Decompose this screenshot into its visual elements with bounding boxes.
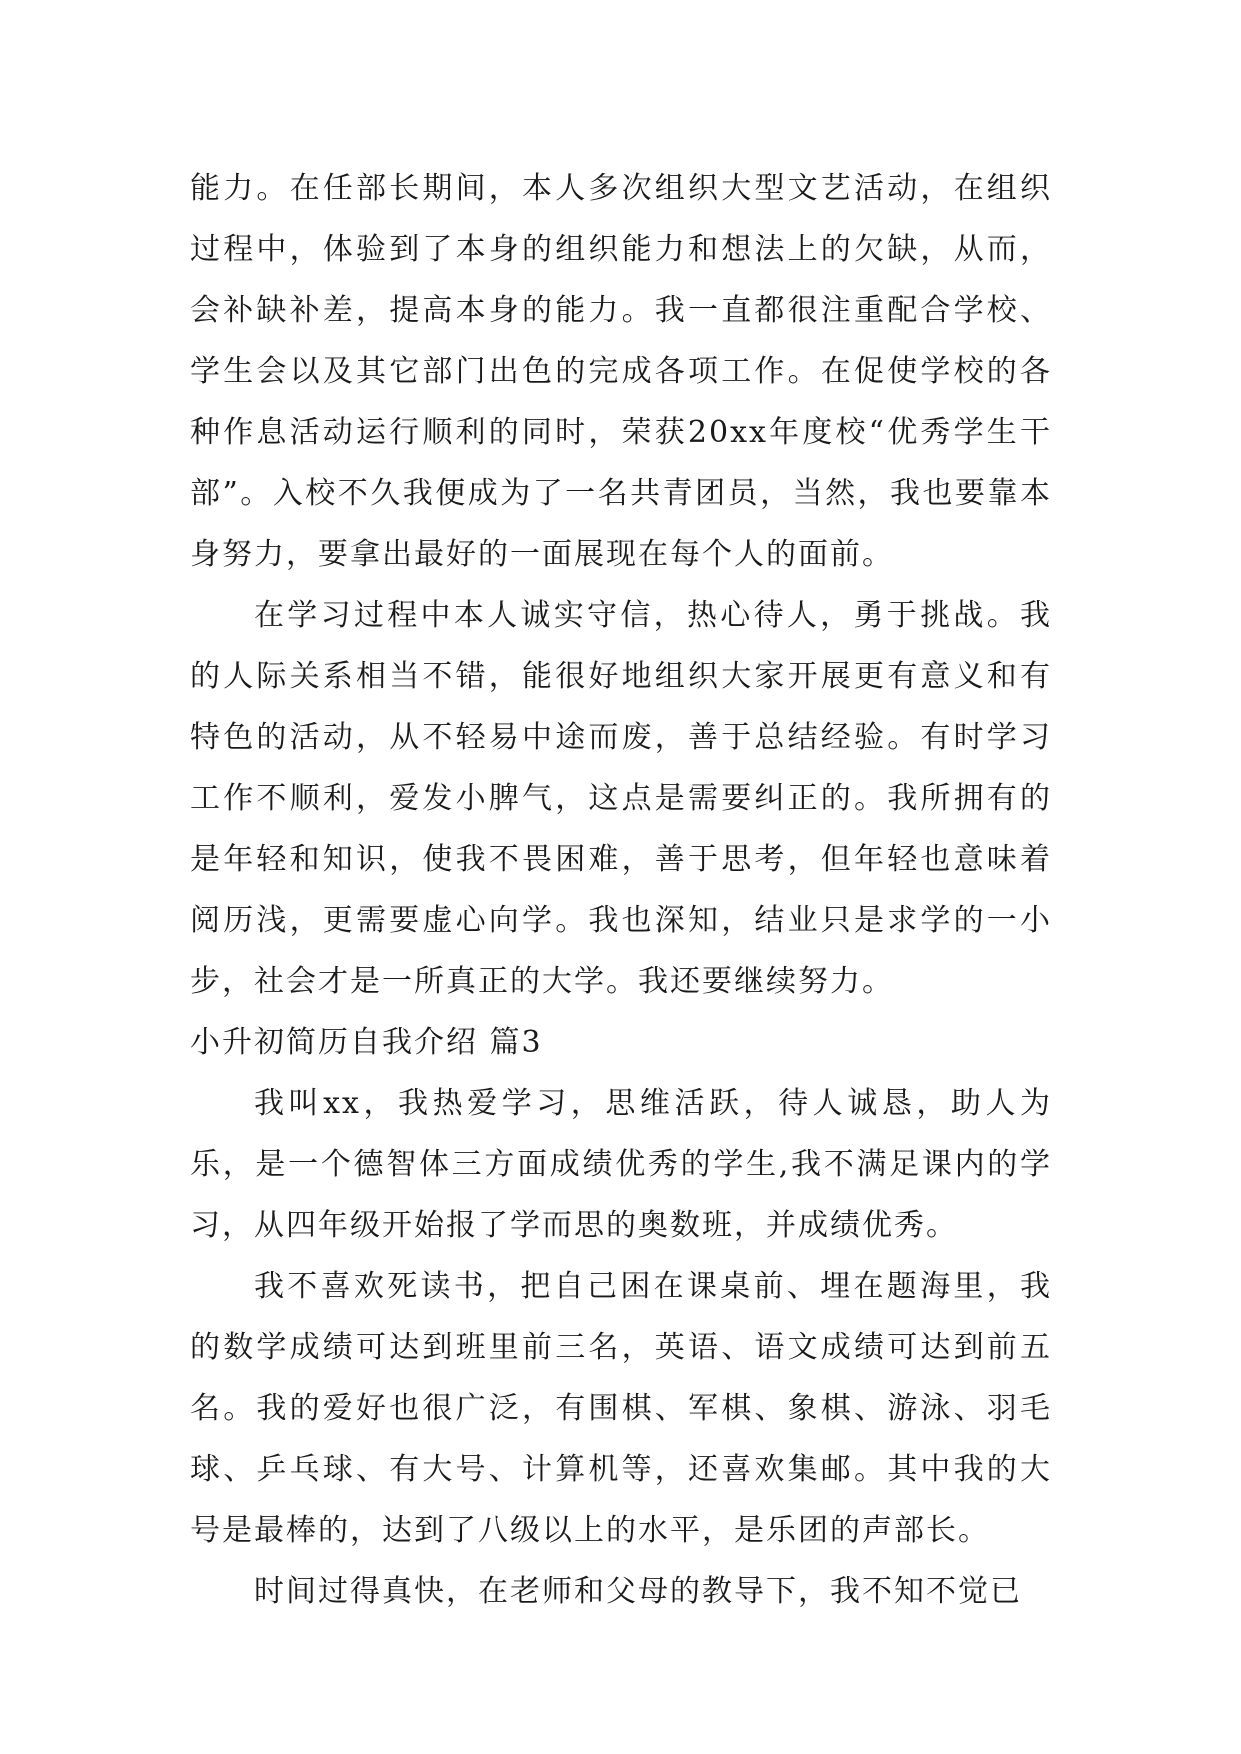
paragraph: 我不喜欢死读书，把自己困在课桌前、埋在题海里，我的数学成绩可达到班里前三名，英语、语文成绩可达到前五名。我的爱好也很广泛，有围棋、军棋、象棋、游泳、羽毛球、乒乓球、有大号、计算机等，还喜欢集邮。其中我的大号是最棒的，达到了八级以上的水平，是乐团的声部长。 — [190, 1269, 1052, 1548]
paragraph: 在学习过程中本人诚实守信，热心待人，勇于挑战。我的人际关系相当不错，能很好地组织大家开展更有意义和有特色的活动，从不轻易中途而废，善于总结经验。有时学习工作不顺利，爱发小脾气，这点是需要纠正的。我所拥有的是年轻和知识，使我不畏困难，善于思考，但年轻也意味着阅历浅，更需要虚心向学。我也深知，结业只是求学的一小步，社会才是一所真正的大学。我还要继续努力。 — [190, 598, 1052, 999]
paragraph: 我叫xx，我热爱学习，思维活跃，待人诚恳，助人为乐，是一个德智体三方面成绩优秀的学生,我不满足课内的学习，从四年级开始报了学而思的奥数班，并成绩优秀。 — [190, 1086, 1052, 1243]
section-heading: 小升初简历自我介绍 篇3 — [190, 1025, 543, 1060]
paragraph: 时间过得真快，在老师和父母的教导下，我不知不觉已 — [254, 1574, 1022, 1609]
paragraph-continued: 能力。在任部长期间，本人多次组织大型文艺活动，在组织过程中，体验到了本身的组织能力和想法上的欠缺，从而，会补缺补差，提高本身的能力。我一直都很注重配合学校、学生会以及其它部门出色的完成各项工作。在促使学校的各种作息活动运行顺利的同时，荣获20xx年度校“优秀学生干部”。入校不久我便成为了一名共青团员，当然，我也要靠本身努力，要拿出最好的一面展现在每个人的面前。 — [190, 171, 1052, 572]
document-body — [190, 158, 1052, 1622]
